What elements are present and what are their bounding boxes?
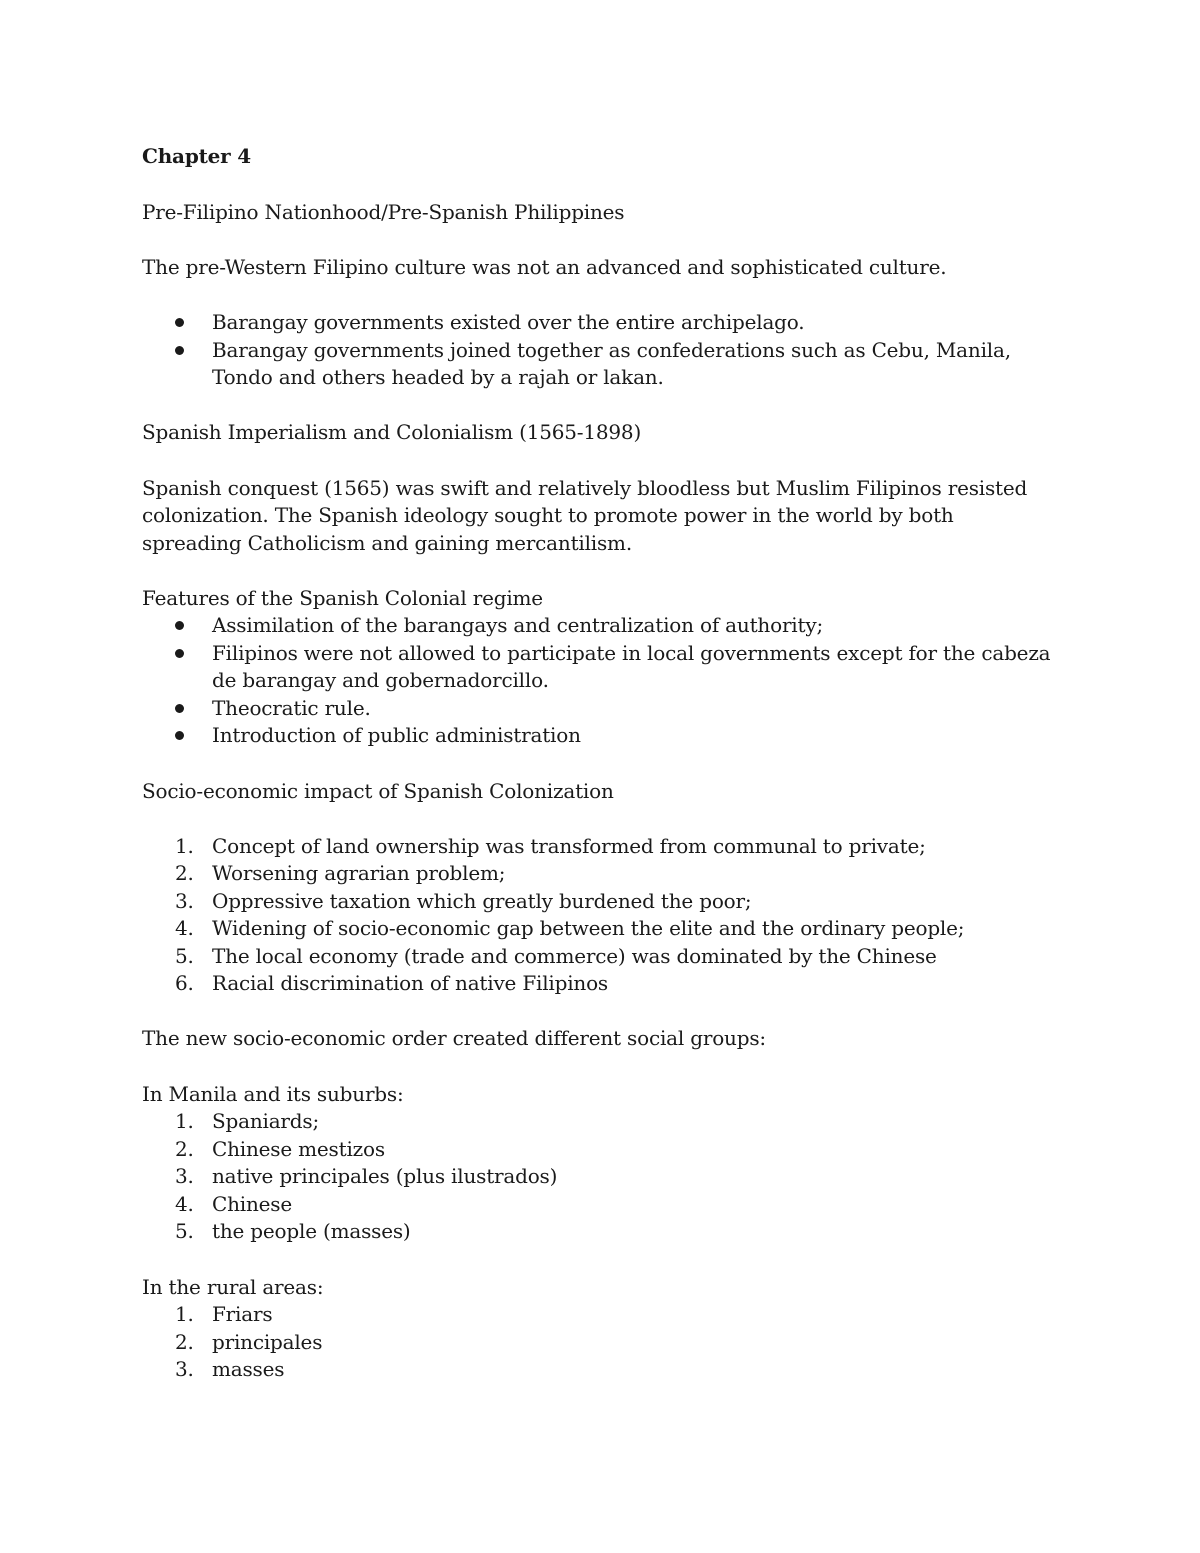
- section-title-manila: In Manila and its suburbs:: [142, 1082, 404, 1106]
- intro-paragraph: The pre-Western Filipino culture was not an advanced and sophisticated culture.: [142, 255, 947, 279]
- chapter-heading: Chapter 4: [142, 144, 251, 168]
- subtitle: Pre-Filipino Nationhood/Pre-Spanish Philippines: [142, 200, 625, 224]
- bullet-icon: [175, 611, 195, 639]
- section-title-spanish-imperialism: Spanish Imperialism and Colonialism (1565-1898): [142, 420, 642, 444]
- section-title-features: Features of the Spanish Colonial regime: [142, 586, 543, 610]
- section-title-rural: In the rural areas:: [142, 1275, 324, 1299]
- groups-intro: The new socio-economic order created different social groups:: [142, 1026, 766, 1050]
- bullet-icon: [175, 308, 195, 336]
- bullet-icon: [175, 694, 195, 722]
- bullet-icon: [175, 721, 195, 749]
- bullet-icon: [175, 336, 195, 364]
- bullet-icon: [175, 639, 195, 667]
- section-title-impact: Socio-economic impact of Spanish Colonization: [142, 779, 614, 803]
